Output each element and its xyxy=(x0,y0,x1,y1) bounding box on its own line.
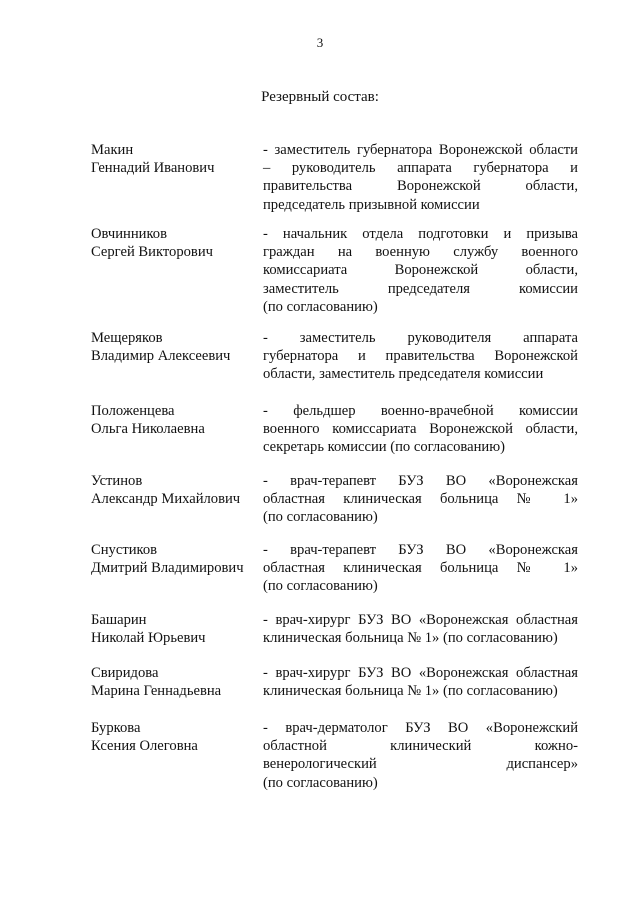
member-surname: Устинов xyxy=(91,473,143,489)
member-given-names: Владимир Алексеевич xyxy=(91,348,231,365)
member-surname: Свиридова xyxy=(91,665,159,681)
member-name xyxy=(91,664,261,700)
member-role xyxy=(263,472,578,527)
member-name xyxy=(91,225,261,261)
role-line: (по согласованию) xyxy=(263,298,378,315)
role-line: - врач-дерматолог БУЗ ВО «Воронежский xyxy=(263,720,578,736)
role-line: комиссариата Воронежской области, xyxy=(263,262,578,279)
role-line: – руководитель аппарата губернатора и xyxy=(263,160,578,177)
page-number: 3 xyxy=(316,35,324,50)
member-surname: Снустиков xyxy=(91,542,158,558)
role-line: областная клиническая больница № 1» xyxy=(263,491,578,508)
role-line: военного комиссариата Воронежской области, xyxy=(263,421,578,438)
member-surname: Буркова xyxy=(91,720,141,736)
member-given-names: Марина Геннадьевна xyxy=(91,683,222,700)
member-name xyxy=(91,719,261,755)
member-given-names: Ксения Олеговна xyxy=(91,738,198,755)
role-line: - врач-терапевт БУЗ ВО «Воронежская xyxy=(263,542,578,558)
member-name xyxy=(91,141,261,177)
member-given-names: Дмитрий Владимирович xyxy=(91,560,244,577)
member-name xyxy=(91,329,261,365)
member-name xyxy=(91,541,261,577)
member-role xyxy=(263,402,578,457)
member-role xyxy=(263,141,578,214)
role-line: губернатора и правительства Воронежской xyxy=(263,348,578,365)
member-given-names: Ольга Николаевна xyxy=(91,421,205,438)
member-given-names: Сергей Викторович xyxy=(91,244,213,261)
member-surname: Овчинников xyxy=(91,226,167,242)
member-surname: Макин xyxy=(91,142,134,158)
role-line: области, заместитель председателя комиссии xyxy=(263,366,544,383)
role-line: - врач-терапевт БУЗ ВО «Воронежская xyxy=(263,473,578,489)
member-name xyxy=(91,402,261,438)
role-line: - заместитель губернатора Воронежской области xyxy=(263,142,578,158)
member-given-names: Николай Юрьевич xyxy=(91,630,206,647)
role-line: (по согласованию) xyxy=(263,774,378,791)
member-surname: Мещеряков xyxy=(91,330,163,346)
role-line: - врач-хирург БУЗ ВО «Воронежская областная xyxy=(263,665,578,681)
role-line: - начальник отдела подготовки и призыва xyxy=(263,226,578,242)
member-role xyxy=(263,225,578,316)
member-given-names: Геннадий Иванович xyxy=(91,160,215,177)
role-line: венерологический диспансер» xyxy=(263,756,578,773)
member-role xyxy=(263,719,578,792)
member-role xyxy=(263,664,578,700)
role-line: клиническая больница № 1» (по согласованию) xyxy=(263,683,558,700)
role-line: секретарь комиссии (по согласованию) xyxy=(263,439,505,456)
member-surname: Башарин xyxy=(91,612,147,628)
role-line: (по согласованию) xyxy=(263,578,378,595)
member-role xyxy=(263,329,578,384)
role-line: областная клиническая больница № 1» xyxy=(263,560,578,577)
member-role xyxy=(263,541,578,596)
member-surname: Положенцева xyxy=(91,403,175,419)
role-line: клиническая больница № 1» (по согласованию) xyxy=(263,630,558,647)
role-line: - заместитель руководителя аппарата xyxy=(263,330,578,346)
role-line: граждан на военную службу военного xyxy=(263,244,578,261)
member-role xyxy=(263,611,578,647)
member-name xyxy=(91,472,261,508)
role-line: - врач-хирург БУЗ ВО «Воронежская областная xyxy=(263,612,578,628)
role-line: - фельдшер военно-врачебной комиссии xyxy=(263,403,578,419)
member-name xyxy=(91,611,261,647)
role-line: председатель призывной комиссии xyxy=(263,196,480,213)
role-line: (по согласованию) xyxy=(263,509,378,526)
role-line: областной клинический кожно- xyxy=(263,738,578,755)
member-given-names: Александр Михайлович xyxy=(91,491,241,508)
section-heading: Резервный состав: xyxy=(261,89,379,105)
role-line: правительства Воронежской области, xyxy=(263,178,578,195)
role-line: заместитель председателя комиссии xyxy=(263,280,578,297)
